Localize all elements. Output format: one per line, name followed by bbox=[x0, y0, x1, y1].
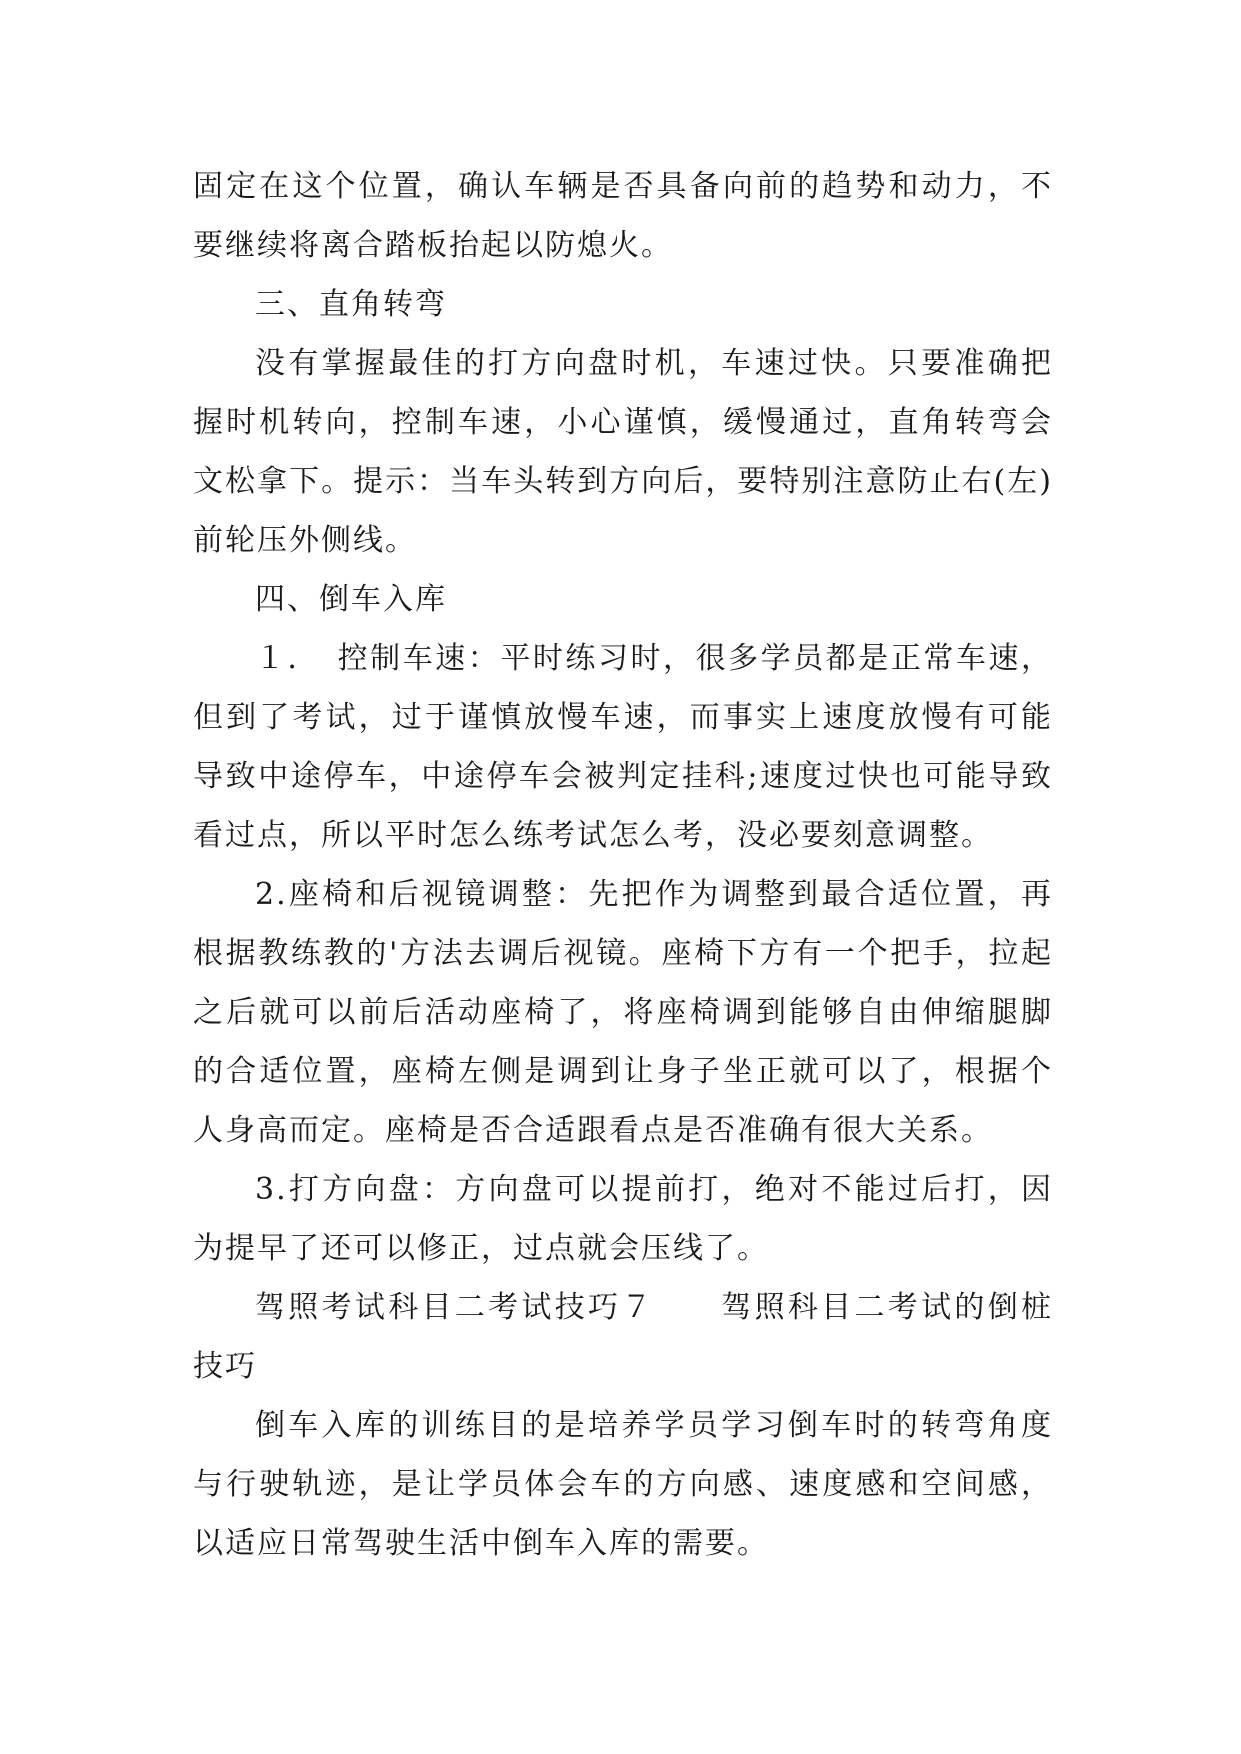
paragraph-seat-mirror-adjust: 2.座椅和后视镜调整：先把作为调整到最合适位置，再根据教练教的'方法去调后视镜。座椅下方有一个把手，拉起之后就可以前后活动座椅了，将座椅调到能够自由伸缩腿脚的合适位置，座椅左侧是调到让身子坐正就可以了，根据个人身高而定。座椅是否合适跟看点是否准确有很大关系。 bbox=[193, 877, 1053, 1148]
paragraph-control-speed: １． 控制车速：平时练习时，很多学员都是正常车速，但到了考试，过于谨慎放慢车速，而事实上速度放慢有可能导致中途停车，中途停车会被判定挂科;速度过快也可能导致看过点，所以平时怎么练考试怎么考，没必要刻意调整。 bbox=[193, 641, 1053, 853]
paragraph-reverse-training-purpose: 倒车入库的训练目的是培养学员学习倒车时的转弯角度与行驶轨迹，是让学员体会车的方向感、速度感和空间感，以适应日常驾驶生活中倒车入库的需要。 bbox=[193, 1408, 1053, 1561]
document-body bbox=[193, 157, 1053, 1573]
section-heading-right-angle-turn: 三、直角转弯 bbox=[255, 287, 447, 322]
paragraph-right-angle-turn: 没有掌握最佳的打方向盘时机，车速过快。只要准确把握时机转向，控制车速，小心谨慎，缓慢通过，直角转弯会文松拿下。提示：当车头转到方向后，要特别注意防止右(左)前轮压外侧线。 bbox=[193, 346, 1053, 558]
section-heading-tips-7: 驾照考试科目二考试技巧７ 驾照科目二考试的倒桩技巧 bbox=[193, 1290, 1053, 1384]
paragraph-steering-wheel: 3.打方向盘：方向盘可以提前打，绝对不能过后打，因为提早了还可以修正，过点就会压线了。 bbox=[193, 1172, 1053, 1266]
section-heading-reverse-parking: 四、倒车入库 bbox=[255, 582, 447, 617]
paragraph-continuation: 固定在这个位置，确认车辆是否具备向前的趋势和动力，不要继续将离合踏板抬起以防熄火。 bbox=[193, 169, 1053, 263]
